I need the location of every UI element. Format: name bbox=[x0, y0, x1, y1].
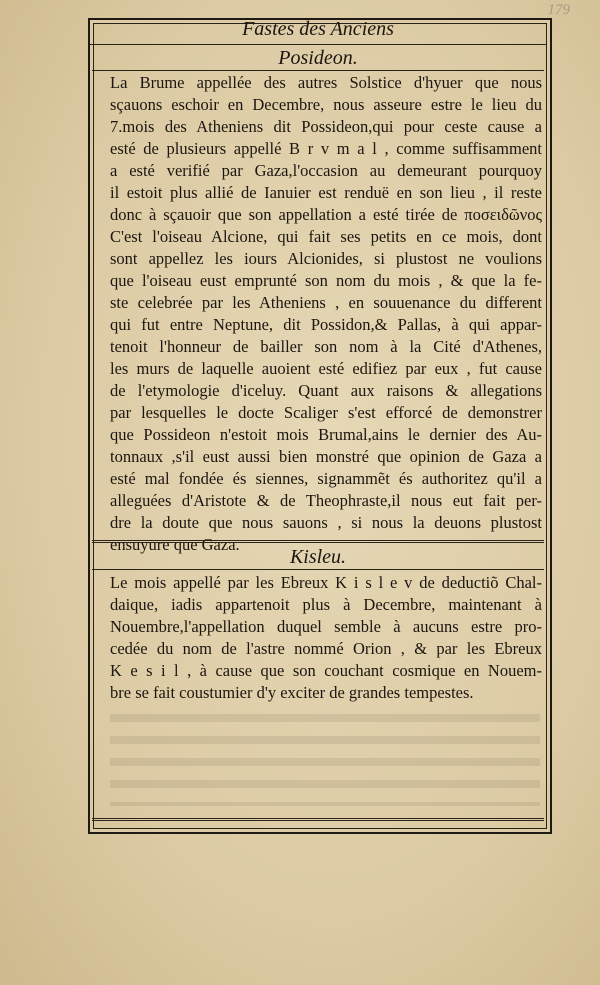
page-number: 179 bbox=[547, 2, 570, 18]
text-line: de l'etymologie d'iceluy. Quant aux raisons & allegations bbox=[110, 381, 542, 400]
text-line: K e s i l , à cause que son couchant cosmique en Nouem- bbox=[110, 661, 542, 680]
text-line: donc à sçauoir que son appellation a esté tirée de ποσειδῶνος bbox=[110, 205, 542, 224]
text-line: dre la doute que nous sauons , si nous la deuons plustost bbox=[110, 513, 542, 532]
text-line: C'est l'oiseau Alcione, qui fait ses petits en ce mois, dont bbox=[110, 227, 542, 246]
text-line: il estoit plus allié de Ianuier est renduë en son lieu , il reste bbox=[110, 183, 542, 202]
text-line: alleguées d'Aristote & de Theophraste,il nous eut fait per- bbox=[110, 491, 542, 510]
show-through-texture bbox=[110, 706, 540, 806]
text-line: tonnaux ,s'il eust aussi bien monstré que opinion de Gaza a bbox=[110, 447, 542, 466]
text-line: sçauons eschoir en Decembre, nous asseure estre le lieu du bbox=[110, 95, 542, 114]
text-line: ensuyure que Gaza. bbox=[110, 535, 240, 554]
text-line: bre se fait coustumier d'y exciter de grandes tempestes. bbox=[110, 683, 474, 702]
text-line: les murs de laquelle auoient esté edifiez par eux , fut cause bbox=[110, 359, 542, 378]
text-line: Nouembre,l'appellation duquel semble à aucuns estre pro- bbox=[110, 617, 542, 636]
text-line: esté mal fondée és siennes, signammẽt és authoritez qu'il a bbox=[110, 469, 542, 488]
text-line: a esté verifié par Gaza,l'occasion au demeurant pourquoy bbox=[110, 161, 542, 180]
text-line: tenoit l'honneur de bailler son nom à la Cité d'Athenes, bbox=[110, 337, 542, 356]
text-line: par lesquelles le docte Scaliger s'est efforcé de demonstrer bbox=[110, 403, 542, 422]
section-title-posideon: Posideon. bbox=[278, 47, 358, 69]
text-line: daique, iadis appartenoit plus à Decembre, maintenant à bbox=[110, 595, 542, 614]
text-line: cedée du nom de l'astre nommé Orion , & par les Ebreux bbox=[110, 639, 542, 658]
section-divider bbox=[92, 540, 544, 543]
section-body-kisleu bbox=[110, 572, 542, 704]
text-line: ste celebrée par les Atheniens , en souuenance du different bbox=[110, 293, 542, 312]
text-line: qui fut entre Neptune, dit Possidon,& Pallas, à qui appar- bbox=[110, 315, 542, 334]
section-title-kisleu: Kisleu. bbox=[289, 546, 347, 568]
running-title: Fastes des Anciens bbox=[90, 16, 546, 45]
bottom-frame-rule bbox=[92, 818, 544, 821]
section-body-posideon bbox=[110, 72, 542, 556]
section-rule bbox=[92, 70, 544, 71]
section-rule bbox=[92, 569, 544, 570]
text-line: que Possideon n'estoit mois Brumal,ains le dernier des Au- bbox=[110, 425, 542, 444]
text-line: esté de plusieurs appellé B r v m a l , comme suffisamment bbox=[110, 139, 542, 158]
text-line: Le mois appellé par les Ebreux K i s l e v de deductiõ Chal- bbox=[110, 573, 542, 592]
text-line: que l'oiseau eust emprunté son nom du mois , & que la fe- bbox=[110, 271, 542, 290]
text-line: sont appellez les iours Alcionides, si plustost ne voulions bbox=[110, 249, 542, 268]
text-line: 7.mois des Atheniens dit Possideon,qui pour ceste cause a bbox=[110, 117, 542, 136]
text-line: La Brume appellée des autres Solstice d'hyuer que nous bbox=[110, 73, 542, 92]
